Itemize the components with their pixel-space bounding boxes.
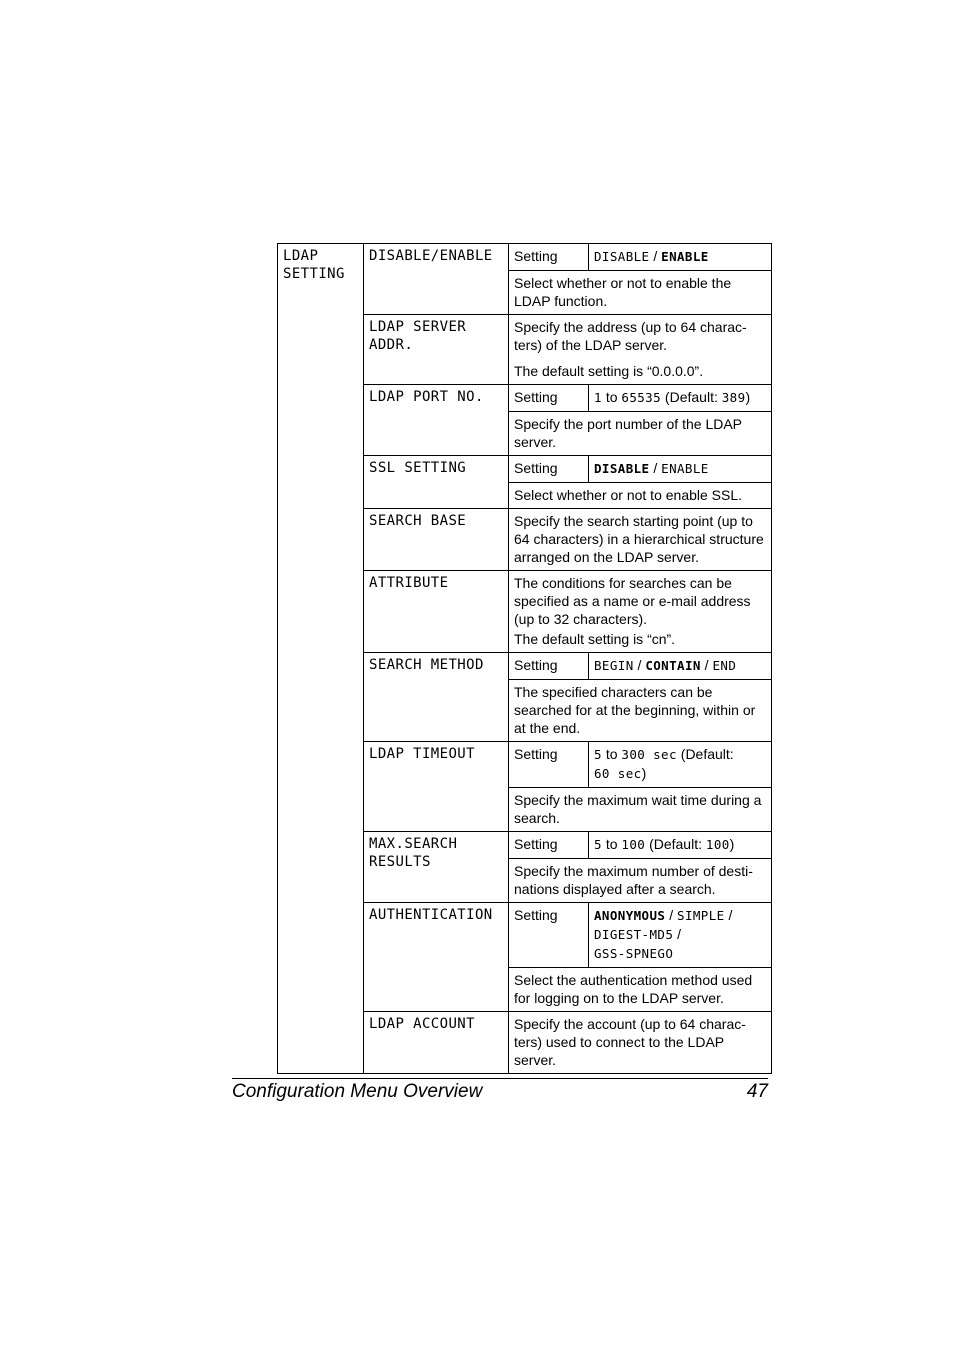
setting-range: 5 to 300 sec (Default: 60 sec) bbox=[589, 742, 772, 788]
menu-item-key: LDAP PORT NO. bbox=[364, 385, 509, 456]
setting-options: DISABLE / ENABLE bbox=[589, 456, 772, 483]
menu-item-key: LDAP TIMEOUT bbox=[364, 742, 509, 832]
option: ENABLE bbox=[661, 461, 709, 476]
menu-item-description: The specified characters can be searched for at the beginning, within or at the end. bbox=[509, 680, 772, 742]
setting-range: 5 to 100 (Default: 100) bbox=[589, 832, 772, 859]
menu-item-key: DISABLE/ENABLE bbox=[364, 244, 509, 315]
setting-label: Setting bbox=[509, 385, 589, 412]
footer-title: Configuration Menu Overview bbox=[232, 1081, 483, 1102]
menu-item-key: SEARCH BASE bbox=[364, 509, 509, 571]
setting-label: Setting bbox=[509, 832, 589, 859]
menu-item-key: MAX.SEARCH RESULTS bbox=[364, 832, 509, 903]
description-paragraph: Specify the address (up to 64 charac-ters) of the LDAP server. bbox=[514, 319, 747, 353]
menu-item-description: Specify the port number of the LDAP server. bbox=[509, 412, 772, 456]
option: DISABLE bbox=[594, 249, 650, 264]
menu-item-description: Select the authentication method used for logging on to the LDAP server. bbox=[509, 968, 772, 1012]
footer-rule bbox=[232, 1078, 768, 1079]
setting-options bbox=[589, 244, 772, 271]
section-label: LDAP SETTING bbox=[278, 244, 364, 1074]
menu-item-description: Specify the account (up to 64 charac-ters) used to connect to the LDAP server. bbox=[509, 1012, 772, 1074]
page-number: 47 bbox=[746, 1081, 768, 1102]
menu-item-key: SEARCH METHOD bbox=[364, 653, 509, 742]
setting-options: BEGIN / CONTAIN / END bbox=[589, 653, 772, 680]
menu-item-key: ATTRIBUTE bbox=[364, 571, 509, 653]
menu-item-key: LDAP SERVER ADDR. bbox=[364, 315, 509, 385]
menu-item-description: Specify the search starting point (up to 64 characters) in a hierarchical structure arranged on the LDAP server. bbox=[509, 509, 772, 571]
option-default: DISABLE bbox=[594, 461, 650, 476]
table-row bbox=[278, 244, 772, 271]
setting-label: Setting bbox=[509, 456, 589, 483]
menu-item-key: AUTHENTICATION bbox=[364, 903, 509, 1012]
menu-item-description: Specify the maximum wait time during a search. bbox=[509, 788, 772, 832]
menu-item-description: Select whether or not to enable SSL. bbox=[509, 483, 772, 509]
option-default: ANONYMOUS bbox=[594, 908, 666, 923]
setting-label: Setting bbox=[509, 244, 589, 271]
option-default: ENABLE bbox=[661, 249, 709, 264]
menu-item-key: LDAP ACCOUNT bbox=[364, 1012, 509, 1074]
description-paragraph: The conditions for searches can be specified as a name or e-mail address (up to 32 characters). bbox=[514, 575, 751, 627]
description-paragraph: The default setting is “0.0.0.0”. bbox=[514, 363, 704, 379]
ldap-settings-table bbox=[277, 243, 772, 1074]
menu-item-description: Select whether or not to enable the LDAP function. bbox=[509, 271, 772, 315]
setting-range: 1 to 65535 (Default: 389) bbox=[589, 385, 772, 412]
option-default: CONTAIN bbox=[645, 658, 701, 673]
setting-label: Setting bbox=[509, 742, 589, 788]
setting-options: ANONYMOUS / SIMPLE / DIGEST-MD5 / GSS-SPNEGO bbox=[589, 903, 772, 968]
description-paragraph: The default setting is “cn”. bbox=[514, 631, 676, 647]
menu-item-description bbox=[509, 571, 772, 653]
separator: / bbox=[649, 248, 662, 264]
menu-item-description: Specify the maximum number of desti-nations displayed after a search. bbox=[509, 859, 772, 903]
setting-label: Setting bbox=[509, 653, 589, 680]
menu-item-key: SSL SETTING bbox=[364, 456, 509, 509]
menu-item-description bbox=[509, 315, 772, 385]
setting-label: Setting bbox=[509, 903, 589, 968]
